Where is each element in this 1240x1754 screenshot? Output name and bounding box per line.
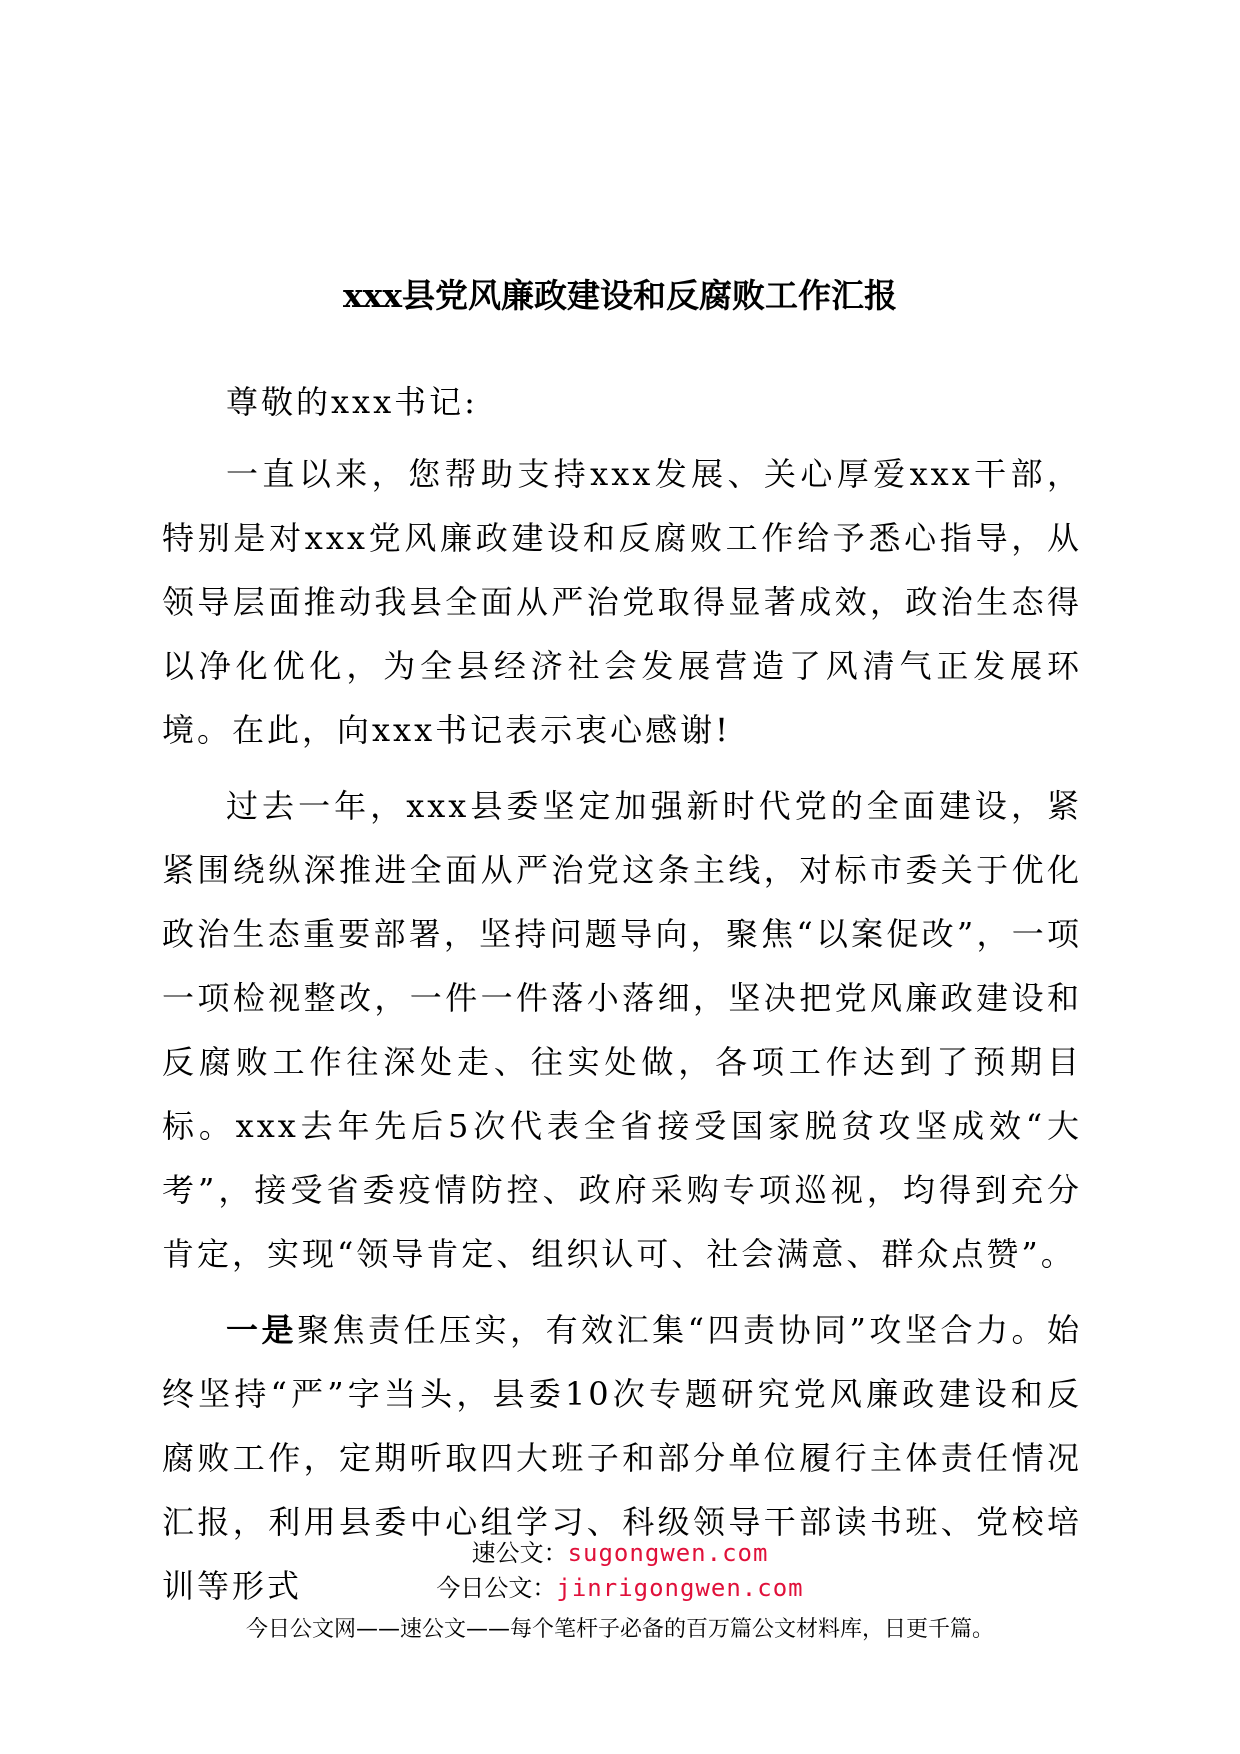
paragraph-3-text: 聚焦责任压实，有效汇集“四责协同”攻坚合力。始终坚持“严”字当头，县委10次专题研究党风廉政建设和反腐败工作，定期听取四大班子和部分单位履行主体责任情况汇报，利用县委中心组学习、科级领导干部读书班、党校培训等形式: [162, 1311, 1082, 1605]
paragraph-2: 过去一年，xxx县委坚定加强新时代党的全面建设，紧紧围绕纵深推进全面从严治党这条主线，对标市委关于优化政治生态重要部署，坚持问题导向，聚焦“以案促改”，一项一项检视整改，一件一件落小落细，坚决把党风廉政建设和反腐败工作往深处走、往实处做，各项工作达到了预期目标。xxx去年先后5次代表全省接受国家脱贫攻坚成效“大考”，接受省委疫情防控、政府采购专项巡视，均得到充分肯定，实现“领导肯定、组织认可、社会满意、群众点赞”。: [162, 787, 1082, 1273]
footer-sugongwen-label: 速公文：: [471, 1539, 568, 1567]
document-body: [162, 370, 1082, 1630]
paragraph-3: [162, 1298, 1082, 1618]
footer-jinrigongwen-label: 今日公文：: [436, 1574, 557, 1602]
footer-jinrigongwen-link[interactable]: jinrigongwen.com: [556, 1574, 804, 1602]
footer-slogan: 今日公文网——速公文——每个笔杆子必备的百万篇公文材料库，日更千篇。: [245, 1617, 994, 1642]
document-title: xxx县党风廉政建设和反腐败工作汇报: [342, 276, 898, 315]
paragraph-3-lead: 一是: [226, 1311, 298, 1349]
footer-sugongwen: [0, 1537, 1240, 1569]
footer-sugongwen-link[interactable]: sugongwen.com: [567, 1539, 769, 1567]
paragraph-1: 一直以来，您帮助支持xxx发展、关心厚爱xxx干部，特别是对xxx党风廉政建设和反腐败工作给予悉心指导，从领导层面推动我县全面从严治党取得显著成效，政治生态得以净化优化，为全县经济社会发展营造了风清气正发展环境。在此，向xxx书记表示衷心感谢!: [162, 455, 1082, 749]
salutation: 尊敬的xxx书记:: [226, 383, 478, 421]
footer-jinrigongwen: [0, 1572, 1240, 1604]
